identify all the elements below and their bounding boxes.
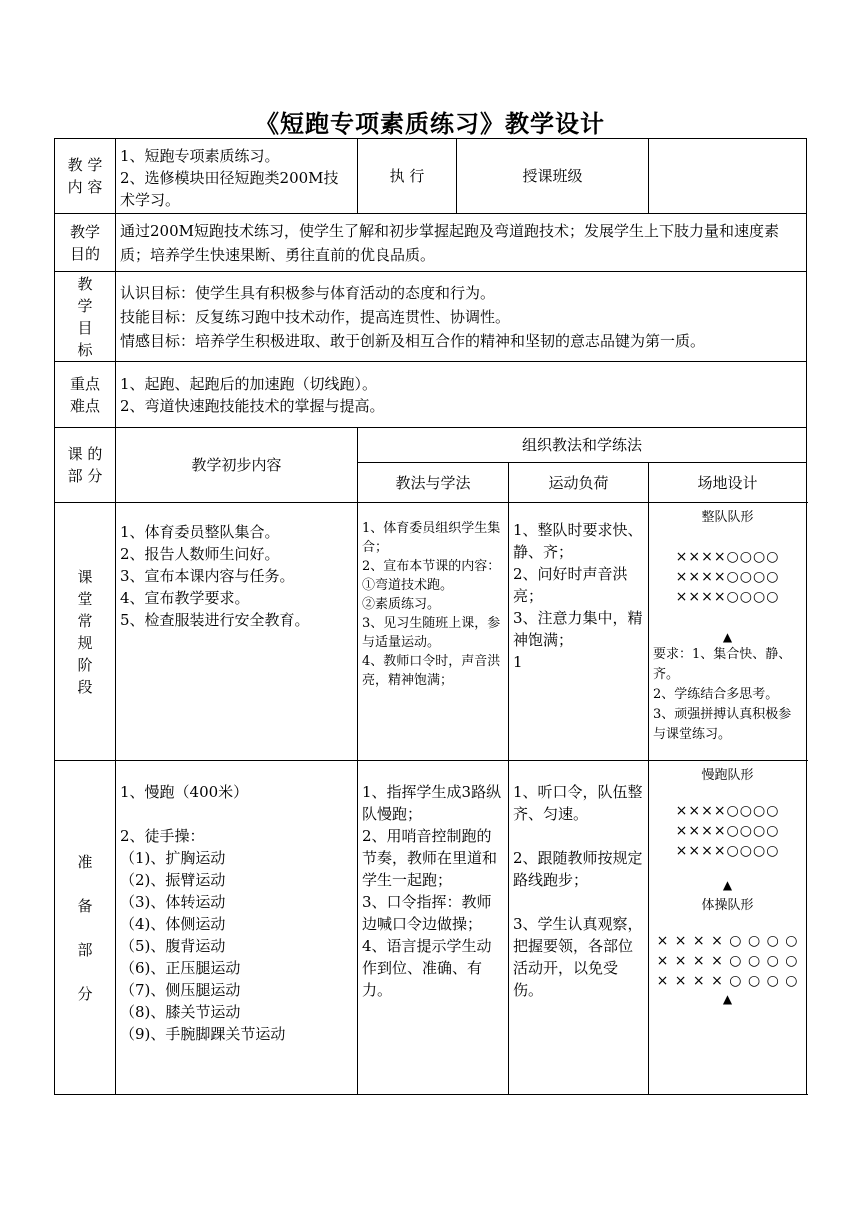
section2-venue-title1: 慢跑队形	[701, 768, 754, 783]
section1-label: 课 堂 常 规 阶 段	[55, 503, 116, 761]
section2-label: 准 备 部 分	[55, 761, 116, 1095]
formation-row: ××××○○○○	[675, 803, 780, 819]
key-text: 1、起跑、起跑后的加速跑（切线跑）。 2、弯道快速跑技能技术的掌握与提高。	[116, 362, 807, 428]
method-header: 教法与学法	[358, 463, 509, 503]
class-value	[649, 139, 807, 214]
targets-label: 教 学 目 标	[55, 272, 116, 362]
teacher-marker-icon: ▲	[722, 630, 733, 644]
goal-text: 通过200M短跑技术练习，使学生了解和初步掌握起跑及弯道跑技术；发展学生上下肢力量和速度素质；培养学生快速果断、勇往直前的优良品质。	[116, 214, 807, 272]
document-title: 《短跑专项素质练习》教学设计	[255, 109, 605, 138]
class-label: 授课班级	[457, 139, 649, 214]
section2-venue	[649, 761, 807, 1095]
formation-row: × × × × ○ ○ ○ ○	[656, 953, 799, 969]
targets-text: 认识目标：使学生具有积极参与体育活动的态度和行为。 技能目标：反复练习跑中技术动作，提高连贯性、协调性。 情感目标：培养学生积极进取、敢于创新及相互合作的精神和坚韧的意志品键为第一质。	[116, 272, 807, 362]
section1-venue-title: 整队队形	[701, 510, 754, 525]
formation-row: × × × × ○ ○ ○ ○	[656, 973, 799, 989]
section1-load: 1、整队时要求快、静、齐； 2、问好时声音洪亮； 3、注意力集中，精神饱满； 1	[509, 503, 649, 761]
teacher-marker-icon: ▲	[722, 878, 733, 892]
goal-label: 教学 目的	[55, 214, 116, 272]
org-header: 组织教法和学练法	[358, 428, 807, 463]
section1-method: 1、体育委员组织学生集合； 2、宣布本节课的内容： ①弯道技术跑。 ②素质练习。 3、见习生随班上课，参与适量运动。 4、教师口令时，声音洪亮，精神饱满；	[358, 503, 509, 761]
formation-row: ××××○○○○	[675, 823, 780, 839]
formation-row: × × × × ○ ○ ○ ○	[656, 933, 799, 949]
lesson-plan-table	[54, 138, 807, 1095]
content-label: 教 学 内 容	[55, 139, 116, 214]
section1-requirements: 要求：1、集合快、静、齐。 2、学练结合多思考。 3、顽强拼搏认真积极参与课堂练习。	[653, 647, 792, 742]
formation-row: ××××○○○○	[675, 843, 780, 859]
content-text: 1、短跑专项素质练习。 2、选修模块田径短跑类200M技术学习。	[116, 139, 358, 214]
formation-row: ××××○○○○	[675, 549, 780, 565]
formation-row: ××××○○○○	[675, 589, 780, 605]
section1-venue	[649, 503, 807, 761]
section2-content: 1、慢跑（400米） 2、徒手操： （1)、扩胸运动 （2)、振臂运动 （3)、体转运动 （4)、体侧运动 （5)、腹背运动 （6)、正压腿运动 （7)、侧压腿运动 （8)、膝关节运动 （9)、手腕脚踝关节运动	[116, 761, 358, 1095]
part-label: 课 的 部 分	[55, 428, 116, 503]
section2-venue-title2: 体操队形	[701, 898, 754, 913]
exec-label: 执 行	[358, 139, 457, 214]
section2-load: 1、听口令，队伍整齐、匀速。 2、跟随教师按规定路线跑步； 3、学生认真观察，把握要领，各部位活动开，以免受伤。	[509, 761, 649, 1095]
section1-content: 1、体育委员整队集合。 2、报告人数师生问好。 3、宣布本课内容与任务。 4、宣布教学要求。 5、检查服装进行安全教育。	[116, 503, 358, 761]
venue-header: 场地设计	[649, 463, 807, 503]
formation-row: ××××○○○○	[675, 569, 780, 585]
teacher-marker-icon: ▲	[722, 992, 733, 1006]
content-header: 教学初步内容	[116, 428, 358, 503]
key-label: 重点 难点	[55, 362, 116, 428]
load-header: 运动负荷	[509, 463, 649, 503]
section2-method: 1、指挥学生成3路纵队慢跑； 2、用哨音控制跑的节奏，教师在里道和学生一起跑； 3、口令指挥：教师边喊口令边做操； 4、语言提示学生动作到位、准确、有力。	[358, 761, 509, 1095]
